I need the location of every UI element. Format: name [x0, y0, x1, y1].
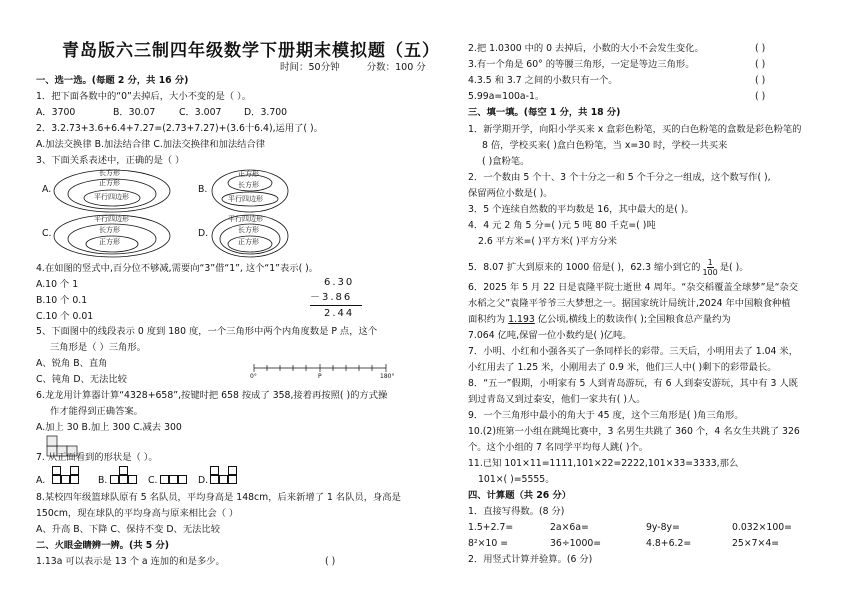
calc-r2-c4: 25×7×4=: [732, 538, 780, 549]
fill-1-line-3: ( )盒粉笔。: [482, 156, 530, 167]
q4-option-b[interactable]: B.10 个 0.1: [36, 295, 88, 306]
q7-option-a[interactable]: A.: [36, 475, 46, 486]
fill-6-line-3: [468, 314, 731, 326]
fraction-denominator: 100: [702, 268, 718, 277]
q7-option-d[interactable]: D.: [198, 475, 209, 486]
venn-d-label-3: 正方形: [238, 238, 259, 246]
axis-end-label: 180°: [380, 373, 395, 380]
venn-b-label-3: 平行四边形: [228, 195, 263, 203]
section-4-heading: 四、计算题（共 26 分）: [468, 490, 572, 501]
calc-r1-c1: 1.5+2.7=: [468, 522, 514, 533]
fill-2-line-2: 保留两位小数是( )。: [468, 188, 553, 199]
venn-c-label-1: 平行四边形: [94, 215, 129, 223]
fill-1-line-2: 8 倍，学校买来( )盒白色粉笔，当 x=30 时，学校一共买来: [482, 140, 728, 151]
fill-5-text-a: 5．8.07 扩大到原来的 1000 倍是( )，62.3 缩小到它的: [468, 262, 701, 273]
judge-3: 3.有一个角是 60° 的等腰三角形，一定是等边三角形。: [468, 59, 695, 70]
fill-6-underlined-number: 1.193: [508, 314, 535, 325]
fill-10-line-2: 个。这个小组的 7 名同学平均每人跳( )个。: [468, 442, 649, 453]
venn-a-label-1: 长方形: [99, 169, 120, 177]
q1-option-c[interactable]: C．3.007: [179, 107, 222, 118]
q7-option-b[interactable]: B.: [98, 475, 108, 486]
time-limit: 时间：50分钟: [280, 62, 340, 73]
question-6-line-1: 6.龙龙用计算器计算“4328+658”,按键时把 658 按成了 358,接着再按照( )的方式操: [36, 390, 388, 401]
question-8-line-2: 150cm，现在球队的平均身高与原来相比会（ ）: [36, 508, 239, 519]
venn-c-label-2: 长方形: [99, 226, 120, 234]
q1-option-d[interactable]: D．3.700: [244, 107, 288, 118]
fill-11-line-1: 11.已知 101×11=1111,101×22=2222,101×33=3333,那么: [468, 458, 739, 469]
question-5-line-1: 5、下面图中的线段表示 0 度到 180 度，一个三角形中两个内角度数是 P 点，这个: [36, 326, 378, 337]
calc-r2-c3: 4.8+6.2=: [646, 538, 692, 549]
question-6-line-2: 作才能得到正确答案。: [50, 406, 143, 417]
judge-4: 4.3.5 和 3.7 之间的小数只有一个。: [468, 75, 618, 86]
fill-3: 3．5 个连续自然数的平均数是 16，其中最大的是( )。: [468, 204, 694, 215]
venn-c-label-3: 正方形: [99, 238, 120, 246]
exam-meta: [280, 59, 450, 73]
vertical-calc-line-1: 6.30: [324, 277, 355, 288]
calc-1-heading: 1．直接写得数。(8 分): [468, 506, 565, 517]
calc-r1-c2: 2a×6a=: [550, 522, 589, 533]
q4-option-a[interactable]: A.10 个 1: [36, 279, 79, 290]
fill-9: 9．一个三角形中最小的角大于 45 度，这个三角形是( )角三角形。: [468, 410, 744, 421]
page-title: 青岛版六三制四年级数学下册期末模拟题（五）: [62, 41, 440, 61]
fill-7-line-2: 小红用去了 1.25 米，小刚用去了 0.9 米，他们三人中( )剩下的彩带最长。: [468, 362, 777, 373]
section-3-heading: 三、填一填。(每空 1 分，共 18 分): [468, 107, 621, 118]
judge-1-blank[interactable]: ( ): [325, 556, 336, 567]
question-2: 2．3.2.73+3.6+6.4+7.27=(2.73+7.27)+(3.6十6.4),运用了( )。: [36, 123, 323, 134]
q2-options[interactable]: A.加法交换律 B.加法结合律 C.加法交换律和加法结合律: [36, 139, 266, 150]
venn-d-label-1: 平行四边形: [228, 215, 263, 223]
venn-b-label-2: 长方形: [238, 181, 259, 189]
section-1-heading: 一、选一选。(每题 2 分，共 16 分): [36, 75, 189, 86]
total-score: 分数：100 分: [366, 62, 426, 73]
calc-r2-c1: 8²×10 =: [468, 538, 509, 549]
section-2-heading: 二、火眼金睛辨一辨。(共 5 分): [36, 540, 170, 551]
fill-10-line-1: 10.(2)班第一小组在跳绳比赛中，3 名男生共跳了 360 个，4 名女生共跳了 326: [468, 426, 800, 437]
fill-11-line-2: 101×( )=5555。: [478, 474, 555, 485]
judge-5-blank[interactable]: ( ): [755, 91, 766, 102]
fraction-numerator: 1: [707, 258, 713, 267]
venn-d-label-2: 长方形: [238, 226, 259, 234]
q6-options[interactable]: A.加上 30 B.加上 300 C.减去 300: [36, 422, 182, 433]
question-5-line-2: 三角形是（ ）三角形。: [50, 342, 146, 353]
axis-zero-label: 0°: [250, 373, 257, 380]
judge-4-blank[interactable]: ( ): [755, 75, 766, 86]
fill-6-line-1: 6．2025 年 5 月 22 日是袁隆平院士逝世 4 周年。“杂交稻覆盖全球梦”是“杂交: [468, 282, 799, 293]
q3-option-a[interactable]: A.: [42, 184, 52, 195]
q3-option-c[interactable]: C.: [42, 228, 52, 239]
vertical-calc-rule: [310, 305, 362, 306]
question-8-line-1: 8.某校四年级篮球队原有 5 名队员，平均身高是 148cm，后来新增了 1 名队员，身高是: [36, 492, 401, 503]
fill-7-line-1: 7．小明、小红和小强各买了一条同样长的彩带。三天后，小明用去了 1.04 米，: [468, 346, 799, 357]
question-7: 7. 从正面看到的形状是（ ）。: [36, 452, 158, 463]
q5-options-1[interactable]: A、锐角 B、直角: [36, 358, 108, 369]
q1-option-a[interactable]: A．3700: [36, 107, 76, 118]
calc-r1-c4: 0.032×100=: [732, 522, 792, 533]
judge-5: 5.99a=100a-1。: [468, 91, 545, 102]
calc-r2-c2: 36÷1000=: [550, 538, 602, 549]
judge-2-blank[interactable]: ( ): [755, 43, 766, 54]
judge-3-blank[interactable]: ( ): [755, 59, 766, 70]
q3-option-d[interactable]: D.: [198, 228, 209, 239]
q7-option-c[interactable]: C.: [148, 475, 158, 486]
fill-6-text-a: 面积约为: [468, 314, 509, 325]
vertical-calc-line-3: 2.44: [324, 308, 355, 319]
fill-8-line-1: 8．“五一”假期，小明家有 5 人到青岛游玩，有 6 人到泰安游玩，其中有 3 人既: [468, 378, 798, 389]
axis-p-label: P: [318, 373, 322, 380]
question-1: 1．把下面各数中的“0”去掉后，大小不变的是（ ）。: [36, 91, 252, 102]
fill-2-line-1: 2．一个数由 5 个十、3 个十分之一和 5 个千分之一组成，这个数写作( ),: [468, 172, 771, 183]
fill-5: [468, 258, 749, 277]
q1-option-b[interactable]: B．30.07: [113, 107, 156, 118]
fill-4-line-1: 4．4 元 2 角 5 分=( )元 5 吨 80 千克=( )吨: [468, 220, 656, 231]
vertical-calc-line-2: －3.86: [310, 292, 353, 303]
q3-option-b[interactable]: B.: [198, 184, 208, 195]
venn-a-label-2: 正方形: [99, 179, 120, 187]
question-3: 3、下面关系表述中，正确的是（ ）: [36, 155, 185, 166]
fill-5-text-b: 是( )。: [719, 262, 749, 273]
venn-b-label-1: 正方形: [238, 170, 259, 178]
fill-6-line-4: 7.064 亿吨,保留一位小数约是( )亿吨。: [468, 330, 632, 341]
fraction-one-hundredth: [702, 258, 717, 277]
fill-8-line-2: 到过青岛又到过泰安，他们一家共有( )人。: [468, 394, 646, 405]
q4-option-c[interactable]: C.10 个 0.01: [36, 311, 94, 322]
question-4: 4.在如图的竖式中,百分位不够减,需要向“3”借“1”, 这个“1”表示( )。: [36, 263, 319, 274]
degree-axis: [250, 360, 400, 380]
fill-6-line-2: 水稻之父”袁隆平爷爷三大梦想之一。据国家统计局统计,2024 年中国粮食种植: [468, 298, 791, 309]
fill-1-line-1: 1．新学期开学，向阳小学买来 x 盒彩色粉笔，买的白色粉笔的盒数是彩色粉笔的: [468, 124, 802, 135]
calc-2-heading: 2．用竖式计算并验算。(6 分): [468, 554, 593, 565]
calc-r1-c3: 9y-8y=: [646, 522, 680, 533]
judge-2: 2.把 1.0300 中的 0 去掉后，小数的大小不会发生变化。: [468, 43, 704, 54]
venn-a-label-3: 平行四边形: [94, 193, 129, 201]
fill-6-text-b: 亿公顷,横线上的数读作( );全国粮食总产量约为: [534, 314, 731, 325]
q5-options-2[interactable]: C、钝角 D、无法比较: [36, 374, 127, 385]
judge-1: 1.13a 可以表示是 13 个 a 连加的和是多少。: [36, 556, 225, 567]
fill-4-line-2: 2.6 平方米=( )平方米( )平方分米: [478, 236, 617, 247]
q8-options[interactable]: A、升高 B、下降 C、保持不变 D、无法比较: [36, 524, 221, 535]
